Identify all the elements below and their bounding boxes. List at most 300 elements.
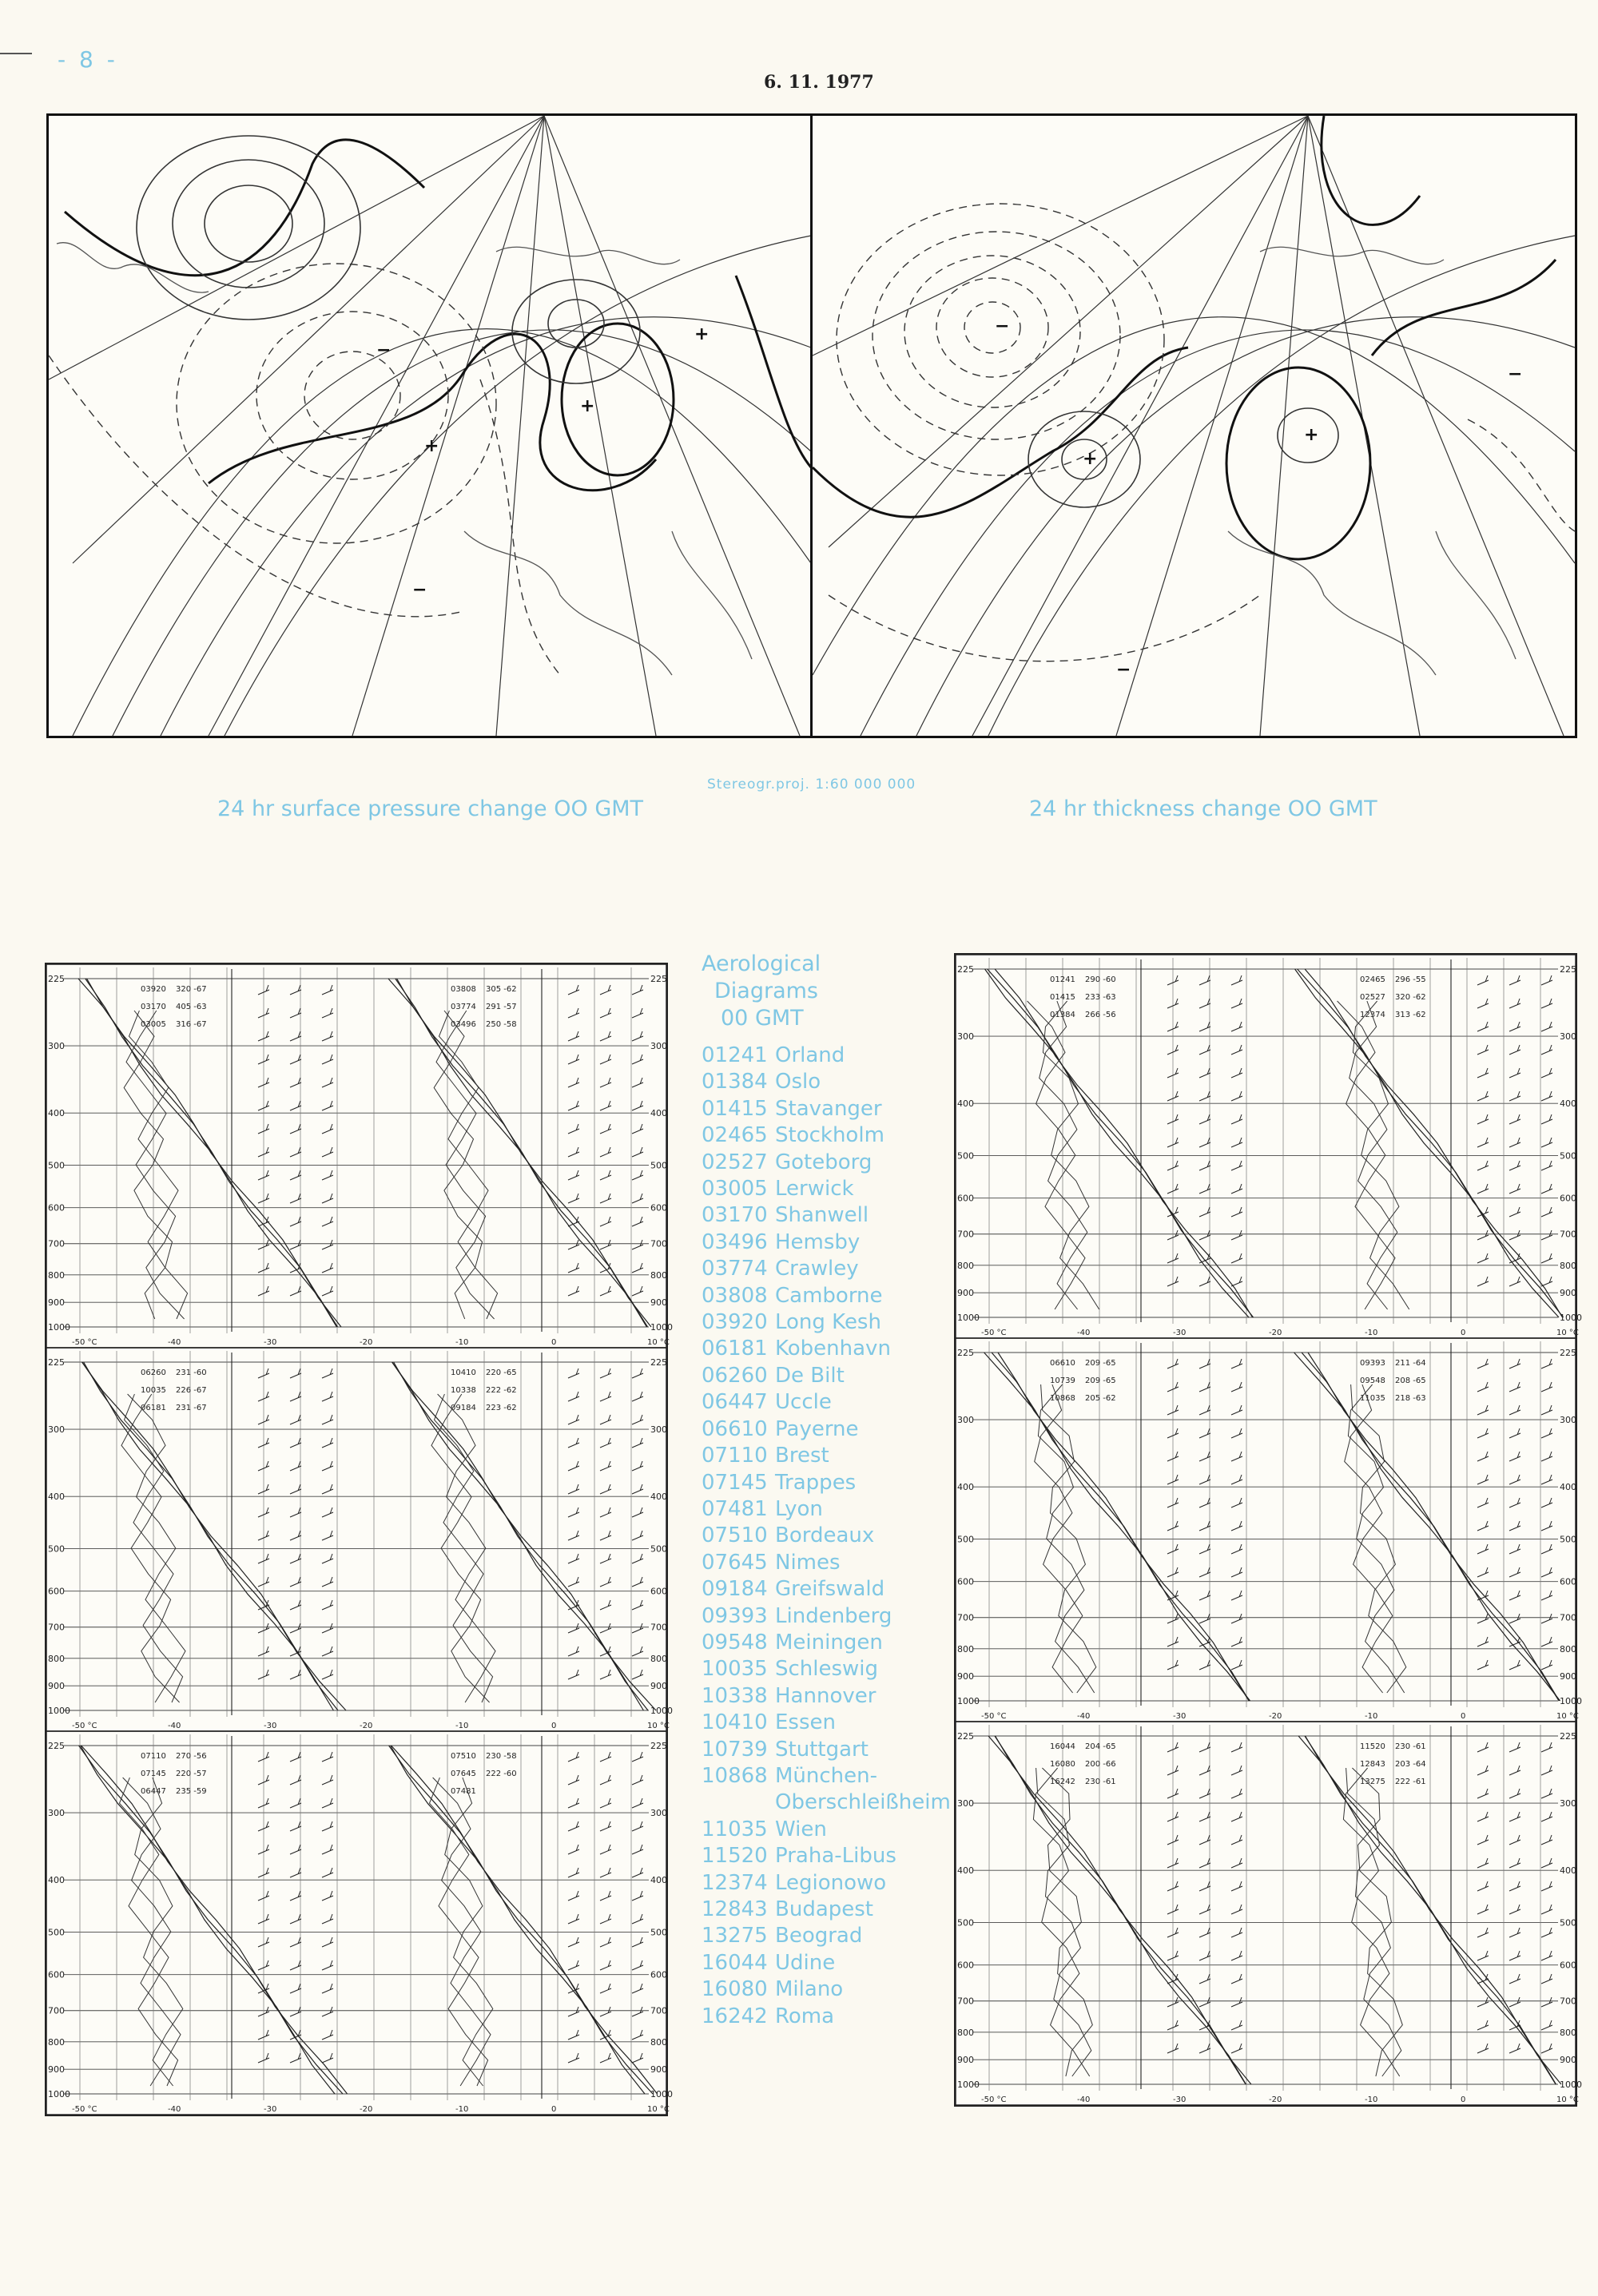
temperature-tick: -40 <box>1077 1712 1091 1721</box>
wind-barb <box>1231 1161 1242 1170</box>
wind-barb <box>568 1078 579 1087</box>
temperature-tick: -30 <box>1173 2095 1187 2104</box>
diagram-station-code: 01384 <box>1050 1011 1075 1019</box>
wind-barb <box>290 1798 301 1808</box>
wind-barb <box>322 1647 333 1656</box>
station-name: Greifswald <box>775 1577 885 1602</box>
temperature-tick: -10 <box>455 2105 469 2114</box>
station-name: Budapest <box>775 1897 873 1921</box>
wind-barb <box>600 985 611 995</box>
pressure-tick-left: 400 <box>957 1482 974 1493</box>
wind-barb <box>1477 2044 1489 2053</box>
station-name: Lyon <box>775 1496 823 1521</box>
pressure-tick-left: 900 <box>48 1681 65 1692</box>
wind-barb <box>290 1286 301 1296</box>
wind-barb <box>632 1960 643 1970</box>
temperature-tick: -20 <box>1269 2095 1282 2104</box>
wind-barb <box>600 1078 611 1087</box>
station-row <box>702 1309 951 1336</box>
wind-barb <box>568 1623 579 1633</box>
wind-barb <box>568 1008 579 1018</box>
diagram-station-code: 09184 <box>451 1404 476 1412</box>
wind-barb <box>1199 1114 1210 1124</box>
wind-barb <box>322 2007 333 2016</box>
station-row <box>702 1069 951 1095</box>
wind-barb <box>568 1438 579 1448</box>
pressure-tick-left: 900 <box>957 1288 974 1299</box>
station-name: Schleswig <box>775 1657 879 1682</box>
wind-barb <box>322 1263 333 1273</box>
diagram-tropopause-value: 222 -61 <box>1395 1778 1426 1786</box>
temperature-tick: 0 <box>1461 1712 1466 1721</box>
diagram-tropopause-value: 226 -67 <box>176 1386 207 1395</box>
station-code: 11520 <box>702 1844 768 1869</box>
wind-barb <box>1199 1766 1210 1775</box>
wind-barb <box>1509 1428 1520 1438</box>
wind-barb <box>290 2007 301 2016</box>
wind-barb <box>1541 1498 1552 1507</box>
station-code: 16242 <box>702 2004 768 2028</box>
wind-barb <box>1231 1498 1242 1507</box>
pressure-tick-right: 300 <box>1560 1798 1576 1809</box>
pressure-tick-right: 500 <box>1560 1917 1576 1929</box>
pressure-tick-right: 800 <box>650 2036 667 2048</box>
pressure-tick-left: 225 <box>48 974 65 984</box>
wind-barb <box>290 985 301 995</box>
wind-barb <box>1509 1382 1520 1392</box>
wind-barb <box>568 1194 579 1203</box>
wind-barb <box>568 1055 579 1064</box>
wind-barb <box>1477 1022 1489 1031</box>
station-row <box>702 1389 951 1416</box>
wind-barb <box>568 1124 579 1134</box>
pressure-tick-right: 600 <box>650 1969 667 1980</box>
wind-barb <box>1541 1812 1552 1821</box>
wind-barb <box>1541 1184 1552 1194</box>
wind-barb <box>568 1263 579 1273</box>
wind-barb <box>568 1392 579 1401</box>
temperature-tick: -20 <box>360 1722 373 1730</box>
wind-barb <box>568 1821 579 1831</box>
diagram-station-code: 03005 <box>141 1020 166 1029</box>
wind-barb <box>290 2053 301 2063</box>
wind-barb <box>568 1507 579 1517</box>
wind-barb <box>322 1147 333 1157</box>
wind-barb <box>290 1775 301 1785</box>
pressure-tick-right: 400 <box>1560 1098 1576 1110</box>
pressure-tick-left: 700 <box>48 1238 65 1249</box>
pressure-tick-right: 700 <box>650 2005 667 2016</box>
wind-barb <box>632 1937 643 1947</box>
wind-barb <box>600 2053 611 2063</box>
pressure-tick-right: 600 <box>650 1586 667 1597</box>
wind-barb <box>600 1507 611 1517</box>
wind-barb <box>568 1775 579 1785</box>
station-name: Uccle <box>775 1390 832 1415</box>
wind-barb <box>632 1008 643 1018</box>
station-row <box>702 1870 951 1897</box>
svg-text:−: − <box>1508 364 1523 384</box>
wind-barb <box>1509 1858 1520 1868</box>
wind-barb <box>1199 1858 1210 1868</box>
station-name: Meiningen <box>775 1630 883 1654</box>
wind-barb <box>290 1937 301 1947</box>
wind-barb <box>290 1821 301 1831</box>
wind-barb <box>322 1008 333 1018</box>
station-row <box>702 1737 951 1763</box>
wind-barb <box>568 1031 579 1041</box>
wind-barb <box>632 2007 643 2016</box>
wind-barb <box>1477 1498 1489 1507</box>
pressure-tick-right: 600 <box>1560 1193 1576 1204</box>
wind-barb <box>322 1415 333 1424</box>
wind-barb <box>1541 2044 1552 2053</box>
wind-barb <box>1477 1835 1489 1845</box>
station-name: Lindenberg <box>775 1603 892 1628</box>
wind-barb <box>322 1798 333 1808</box>
wind-barb <box>1541 1277 1552 1286</box>
wind-barb <box>290 1438 301 1448</box>
wind-barb <box>1199 1184 1210 1194</box>
temperature-tick: -30 <box>264 1722 277 1730</box>
wind-barb <box>290 1415 301 1424</box>
temperature-tick: -50 °C <box>72 2105 97 2114</box>
temperature-tick: 0 <box>551 2105 557 2114</box>
wind-barb <box>1477 1138 1489 1147</box>
pressure-tick-right: 1000 <box>1560 1696 1582 1706</box>
station-row <box>702 1496 951 1523</box>
pressure-tick-left: 900 <box>957 2055 974 2066</box>
wind-barb <box>1199 1835 1210 1845</box>
diagram-tropopause-value: 305 -62 <box>486 985 517 994</box>
wind-barb <box>1477 1277 1489 1286</box>
diagram-tropopause-value: 231 -67 <box>176 1404 207 1412</box>
diagram-station-code: 07510 <box>451 1752 476 1761</box>
wind-barb <box>290 1845 301 1854</box>
wind-barb <box>600 1775 611 1785</box>
diagram-station-code: 11035 <box>1360 1394 1385 1403</box>
temperature-tick: 0 <box>1461 2095 1466 2104</box>
pressure-tick-right: 900 <box>1560 1671 1576 1682</box>
wind-barb <box>632 1600 643 1610</box>
wind-barb <box>290 1170 301 1180</box>
wind-barb <box>1231 1812 1242 1821</box>
station-name-continued: Oberschleißheim <box>775 1790 951 1815</box>
temperature-tick: -10 <box>1365 2095 1378 2104</box>
temperature-tick: -40 <box>168 2105 181 2114</box>
wind-barb <box>632 1752 643 1762</box>
station-code: 07481 <box>702 1496 768 1521</box>
wind-barb <box>1541 1567 1552 1577</box>
wind-barb <box>290 1392 301 1401</box>
temperature-tick: 0 <box>1461 1329 1466 1337</box>
diagram-station-code: 10338 <box>451 1386 476 1395</box>
wind-barb <box>1231 1997 1242 2007</box>
wind-barb <box>632 1554 643 1563</box>
station-row <box>702 1843 951 1869</box>
station-name: Praha-Libus <box>775 1844 896 1869</box>
map-thickness-change <box>810 113 1577 738</box>
wind-barb <box>568 985 579 995</box>
wind-barb <box>1231 1881 1242 1891</box>
pressure-tick-left: 800 <box>48 2036 65 2048</box>
wind-barb <box>322 1078 333 1087</box>
station-row <box>702 1817 951 1843</box>
wind-barb <box>632 1577 643 1587</box>
station-code: 01384 <box>702 1070 768 1094</box>
wind-barb <box>632 1507 643 1517</box>
pressure-tick-left: 800 <box>48 1269 65 1281</box>
wind-barb <box>1509 1766 1520 1775</box>
station-code: 02527 <box>702 1150 768 1174</box>
diagram-tropopause-value: 230 -61 <box>1395 1742 1426 1751</box>
pressure-tick-left: 900 <box>957 1671 974 1682</box>
aerological-diagram-stack <box>956 955 1582 2105</box>
diagram-station-code: 10035 <box>141 1386 166 1395</box>
wind-barb <box>1509 975 1520 985</box>
wind-barb <box>600 1554 611 1563</box>
wind-barb <box>290 1031 301 1041</box>
wind-barb <box>632 1217 643 1226</box>
wind-barb <box>600 1415 611 1424</box>
wind-barb <box>322 1623 333 1633</box>
station-name: Shanwell <box>775 1203 869 1228</box>
svg-text:+: + <box>1304 425 1319 445</box>
wind-barb <box>568 1960 579 1970</box>
pressure-tick-right: 225 <box>1560 1348 1576 1358</box>
wind-barb <box>1231 1905 1242 1914</box>
wind-barb <box>1231 1567 1242 1577</box>
wind-barb <box>1231 1475 1242 1484</box>
temperature-tick: -40 <box>1077 2095 1091 2104</box>
station-name: De Bilt <box>775 1363 845 1388</box>
station-row <box>702 1976 951 2003</box>
wind-barb <box>1199 1789 1210 1798</box>
wind-barb <box>1231 1382 1242 1392</box>
wind-barb <box>600 1577 611 1587</box>
wind-barb <box>1541 1068 1552 1078</box>
pressure-tick-left: 800 <box>48 1653 65 1664</box>
wind-barb <box>632 1392 643 1401</box>
diagram-tropopause-value: 270 -56 <box>176 1752 207 1761</box>
station-code: 06610 <box>702 1416 768 1441</box>
pressure-tick-left: 225 <box>957 964 974 975</box>
wind-barb <box>290 1577 301 1587</box>
pressure-tick-right: 300 <box>650 1041 667 1052</box>
station-row <box>702 1096 951 1122</box>
diagram-tropopause-value: 405 -63 <box>176 1003 207 1011</box>
wind-barb <box>1509 1045 1520 1055</box>
wind-barb <box>322 1286 333 1296</box>
wind-barb <box>1231 1184 1242 1194</box>
station-name: Camborne <box>775 1283 883 1308</box>
caption-thickness-change: 24 hr thickness change OO GMT <box>1029 796 1377 821</box>
projection-note: Stereogr.proj. 1:60 000 000 <box>707 777 916 792</box>
pressure-tick-right: 225 <box>650 1741 667 1751</box>
pressure-tick-right: 400 <box>650 1108 667 1119</box>
wind-barb <box>322 1055 333 1064</box>
pressure-tick-left: 400 <box>48 1492 65 1503</box>
wind-barb <box>1231 1207 1242 1217</box>
station-row <box>702 1923 951 1949</box>
wind-barb <box>632 1531 643 1540</box>
station-row <box>702 1443 951 1469</box>
station-row <box>702 1656 951 1682</box>
station-code: 07510 <box>702 1523 768 1548</box>
wind-barb <box>632 1438 643 1448</box>
wind-barb <box>322 1577 333 1587</box>
wind-barb <box>1541 1207 1552 1217</box>
wind-barb <box>322 985 333 995</box>
wind-barb <box>1231 1068 1242 1078</box>
wind-barb <box>322 1531 333 1540</box>
wind-barb <box>1231 1452 1242 1461</box>
thickness-change-chart <box>813 116 1575 736</box>
pressure-tick-right: 500 <box>650 1160 667 1171</box>
wind-barb <box>1541 1359 1552 1368</box>
wind-barb <box>600 1438 611 1448</box>
pressure-tick-left: 700 <box>48 1622 65 1633</box>
wind-barb <box>1231 1253 1242 1263</box>
wind-barb <box>322 1392 333 1401</box>
temperature-tick: -20 <box>360 2105 373 2114</box>
wind-barb <box>1509 1452 1520 1461</box>
wind-barb <box>1541 1742 1552 1752</box>
diagram-tropopause-value: 208 -65 <box>1395 1376 1426 1385</box>
wind-barb <box>600 1461 611 1471</box>
page-number: - 8 - <box>58 46 118 73</box>
wind-barb <box>1231 1637 1242 1647</box>
station-name: Stavanger <box>775 1096 882 1121</box>
wind-barb <box>1509 1951 1520 1960</box>
wind-barb <box>1541 975 1552 985</box>
diagram-tropopause-value: 204 -65 <box>1085 1742 1116 1751</box>
diagram-tropopause-value: 233 -63 <box>1085 993 1116 1002</box>
station-name: Wien <box>775 1817 827 1841</box>
station-row <box>702 1150 951 1176</box>
wind-barb <box>1231 1928 1242 1937</box>
wind-barb <box>322 1821 333 1831</box>
wind-barb <box>1477 1660 1489 1670</box>
wind-barb <box>1541 1382 1552 1392</box>
station-name: Udine <box>775 1950 836 1975</box>
wind-barb <box>1199 1905 1210 1914</box>
pressure-tick-right: 600 <box>650 1202 667 1214</box>
station-code: 01241 <box>702 1043 768 1067</box>
wind-barb <box>1477 1184 1489 1194</box>
wind-barb <box>600 1240 611 1249</box>
diagram-tropopause-value: 209 -65 <box>1085 1359 1116 1368</box>
diagram-station-code: 07481 <box>451 1787 476 1796</box>
pressure-tick-left: 225 <box>48 1741 65 1751</box>
wind-barb <box>290 1868 301 1877</box>
wind-barb <box>1199 1660 1210 1670</box>
wind-barb <box>632 1147 643 1157</box>
wind-barb <box>1509 1022 1520 1031</box>
diagram-tropopause-value: 320 -62 <box>1395 993 1426 1002</box>
wind-barb <box>1477 1475 1489 1484</box>
wind-barb <box>290 1240 301 1249</box>
station-name: Trappes <box>775 1470 857 1495</box>
wind-barb <box>322 1484 333 1494</box>
pressure-tick-right: 225 <box>1560 1731 1576 1742</box>
svg-text:−: − <box>995 316 1010 336</box>
pressure-tick-left: 500 <box>957 1917 974 1929</box>
wind-barb <box>632 1984 643 1993</box>
wind-barb <box>600 1031 611 1041</box>
wind-barb <box>1541 1951 1552 1960</box>
pressure-tick-left: 500 <box>48 1543 65 1555</box>
wind-barb <box>1199 1974 1210 1984</box>
diagram-tropopause-value: 230 -58 <box>486 1752 517 1761</box>
station-code: 10035 <box>702 1657 768 1682</box>
pressure-tick-right: 800 <box>1560 1260 1576 1271</box>
wind-barb <box>290 1078 301 1087</box>
wind-barb <box>632 1286 643 1296</box>
wind-barb <box>290 1194 301 1203</box>
wind-barb <box>1509 1812 1520 1821</box>
pressure-tick-right: 800 <box>1560 1643 1576 1654</box>
diagram-tropopause-value: 218 -63 <box>1395 1394 1426 1403</box>
wind-barb <box>1541 999 1552 1008</box>
wind-barb <box>568 1937 579 1947</box>
station-name: Brest <box>775 1444 829 1468</box>
wind-barb <box>1477 1637 1489 1647</box>
wind-barb <box>290 1531 301 1540</box>
wind-barb <box>322 1868 333 1877</box>
pressure-tick-right: 900 <box>650 2064 667 2076</box>
pressure-tick-right: 500 <box>650 1927 667 1938</box>
wind-barb <box>600 1821 611 1831</box>
station-name: Legionowo <box>775 1870 887 1895</box>
pressure-tick-right: 300 <box>1560 1031 1576 1043</box>
wind-barb <box>1199 1091 1210 1101</box>
station-row <box>702 1603 951 1630</box>
pressure-tick-right: 400 <box>650 1492 667 1503</box>
wind-barb <box>290 1623 301 1633</box>
wind-barb <box>1509 1277 1520 1286</box>
wind-barb <box>1231 1405 1242 1415</box>
pressure-tick-right: 700 <box>650 1622 667 1633</box>
wind-barb <box>1509 1161 1520 1170</box>
wind-barb <box>1231 1742 1242 1752</box>
wind-barb <box>632 2053 643 2063</box>
station-row <box>702 1043 951 1069</box>
wind-barb <box>1199 1452 1210 1461</box>
wind-barb <box>1509 1544 1520 1554</box>
wind-barb <box>600 1531 611 1540</box>
wind-barb <box>600 1623 611 1633</box>
diagram-station-code: 10739 <box>1050 1376 1075 1385</box>
station-row <box>702 1202 951 1229</box>
wind-barb <box>1541 1591 1552 1600</box>
wind-barb <box>632 2030 643 2040</box>
wind-barb <box>322 2053 333 2063</box>
pressure-tick-left: 900 <box>48 2064 65 2076</box>
wind-barb <box>290 1507 301 1517</box>
wind-barb <box>600 1170 611 1180</box>
wind-barb <box>632 1647 643 1656</box>
wind-barb <box>1541 1405 1552 1415</box>
wind-barb <box>568 1170 579 1180</box>
wind-barb <box>632 1055 643 1064</box>
wind-barb <box>1509 1498 1520 1507</box>
wind-barb <box>1199 1812 1210 1821</box>
pressure-tick-left: 300 <box>957 1031 974 1043</box>
wind-barb <box>1541 1022 1552 1031</box>
diagram-station-code: 03808 <box>451 985 476 994</box>
wind-barb <box>1199 1951 1210 1960</box>
